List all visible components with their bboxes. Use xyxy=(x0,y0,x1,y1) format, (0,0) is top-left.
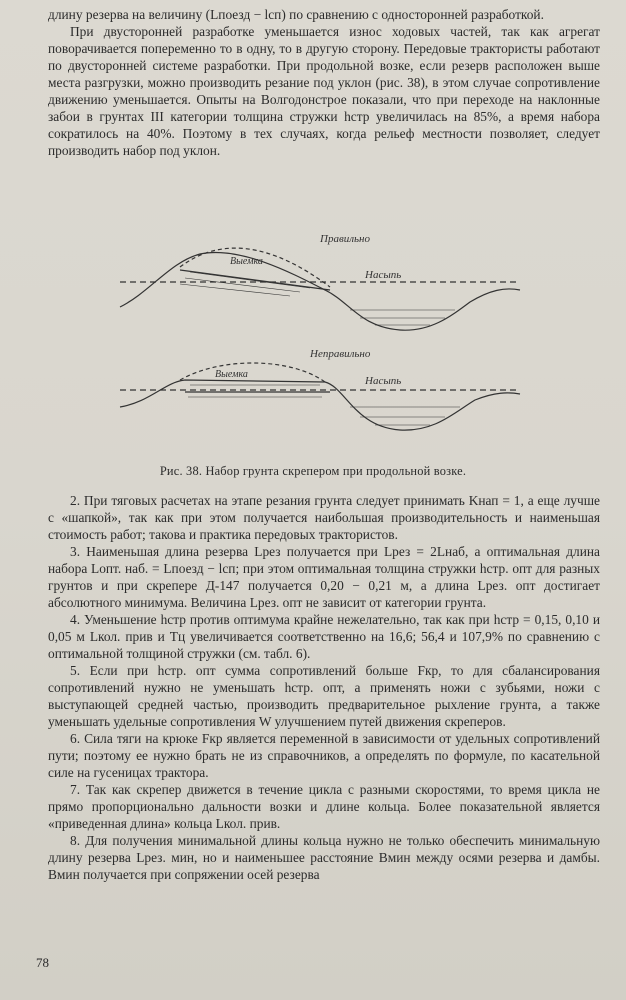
paragraph: 7. Так как скрепер движется в течение цикла с разными скоростями, то время цикла не прямо пропорционально дальности возки и длине кольца. Более показательной является «приведенная длина» кольца Lкол. прив. xyxy=(48,782,600,831)
label-cut-1: Выемка xyxy=(230,256,263,267)
paragraph: При двусторонней разработке уменьшается износ ходовых частей, так как агрегат поворачивается попеременно то в одну, то в другую сторону. Передовые трактористы работают по двусторонней системе разработки. При продольной возке, если резерв расположен выше места разгрузки, можно производить резание под уклон (рис. 38), в этом случае сопротивление движению уменьшается. Опыты на Волгодонстрое показали, что при переходе на наклонные забои в грунтах III категории толщина стружки hстр увеличилась на 85%, а время набора сократилось на 40%. Поэтому в тех случаях, когда рельеф местности позволяет, следует производить набор под уклон. xyxy=(48,24,600,158)
paragraph: 4. Уменьшение hстр против оптимума крайне нежелательно, так как при hстр = 0,15, 0,10 и 0,05 м Lкол. прив и Tц увеличивается соответственно на 16,6; 56,4 и 107,9% по сравнению с оптимальной толщиной стружки (см. табл. 6). xyxy=(48,612,600,661)
ground-profile-2 xyxy=(120,380,520,430)
paragraph: 8. Для получения минимальной длины кольца нужно не только обеспечить минимальную длину резерва Lрез. мин, но и наименьшее расстояние Bмин между осями резерва и дамбы. Bмин получается при сопряжении осей резерва xyxy=(48,833,600,882)
paragraph: 3. Наименьшая длина резерва Lрез получается при Lрез = 2Lнаб, а оптимальная длина набора Lопт. наб. = Lпоезд − lсп; при этом оптимальная толщина стружки hстр. опт для разных грунтов и при скрепере Д-147 получается 0,20 − 0,21 м, а длина Lрез. опт достигает абсолютного минимума. Величина Lрез. опт не зависит от категории грунта. xyxy=(48,544,600,610)
label-correct: Правильно xyxy=(320,233,370,245)
bottom-text xyxy=(48,492,600,883)
page-number: 78 xyxy=(36,955,49,970)
label-fill-1: Насыпь xyxy=(365,269,402,281)
paragraph: длину резерва на величину (Lпоезд − lсп) по сравнению с односторонней разработкой. xyxy=(48,7,544,22)
top-text xyxy=(48,6,600,159)
ground-profile-1 xyxy=(120,253,520,331)
paragraph: 2. При тяговых расчетах на этапе резания грунта следует принимать Kнап = 1, а еще лучше с «шапкой», так как при этом получается наибольшая производительность и наименьшая стоимость работ; такова и практика передовых трактористов. xyxy=(48,493,600,542)
original-surface-2 xyxy=(180,363,325,382)
paragraph: 6. Сила тяги на крюке Fкр является переменной в зависимости от удельных сопротивлений пути; поэтому ее нужно брать не из справочников, а определять по формуле, по касательной силе на гусеницах трактора. xyxy=(48,731,600,780)
figure-caption: Рис. 38. Набор грунта скрепером при продольной возке. xyxy=(159,464,467,478)
figure-38 xyxy=(110,232,530,457)
label-incorrect: Неправильно xyxy=(310,348,371,360)
paragraph: 5. Если при hстр. опт сумма сопротивлений больше Fкр, то для сбалансирования сопротивлений нужно не уменьшать hстр. опт, а применять ножи с зубьями, ножи с выступающей средней частью, производить предварительное рыхление грунта, а также уменьшать удельные сопротивления W улучшением путей движения скреперов. xyxy=(48,663,600,729)
label-cut-2: Выемка xyxy=(215,369,248,380)
label-fill-2: Насыпь xyxy=(365,375,402,387)
